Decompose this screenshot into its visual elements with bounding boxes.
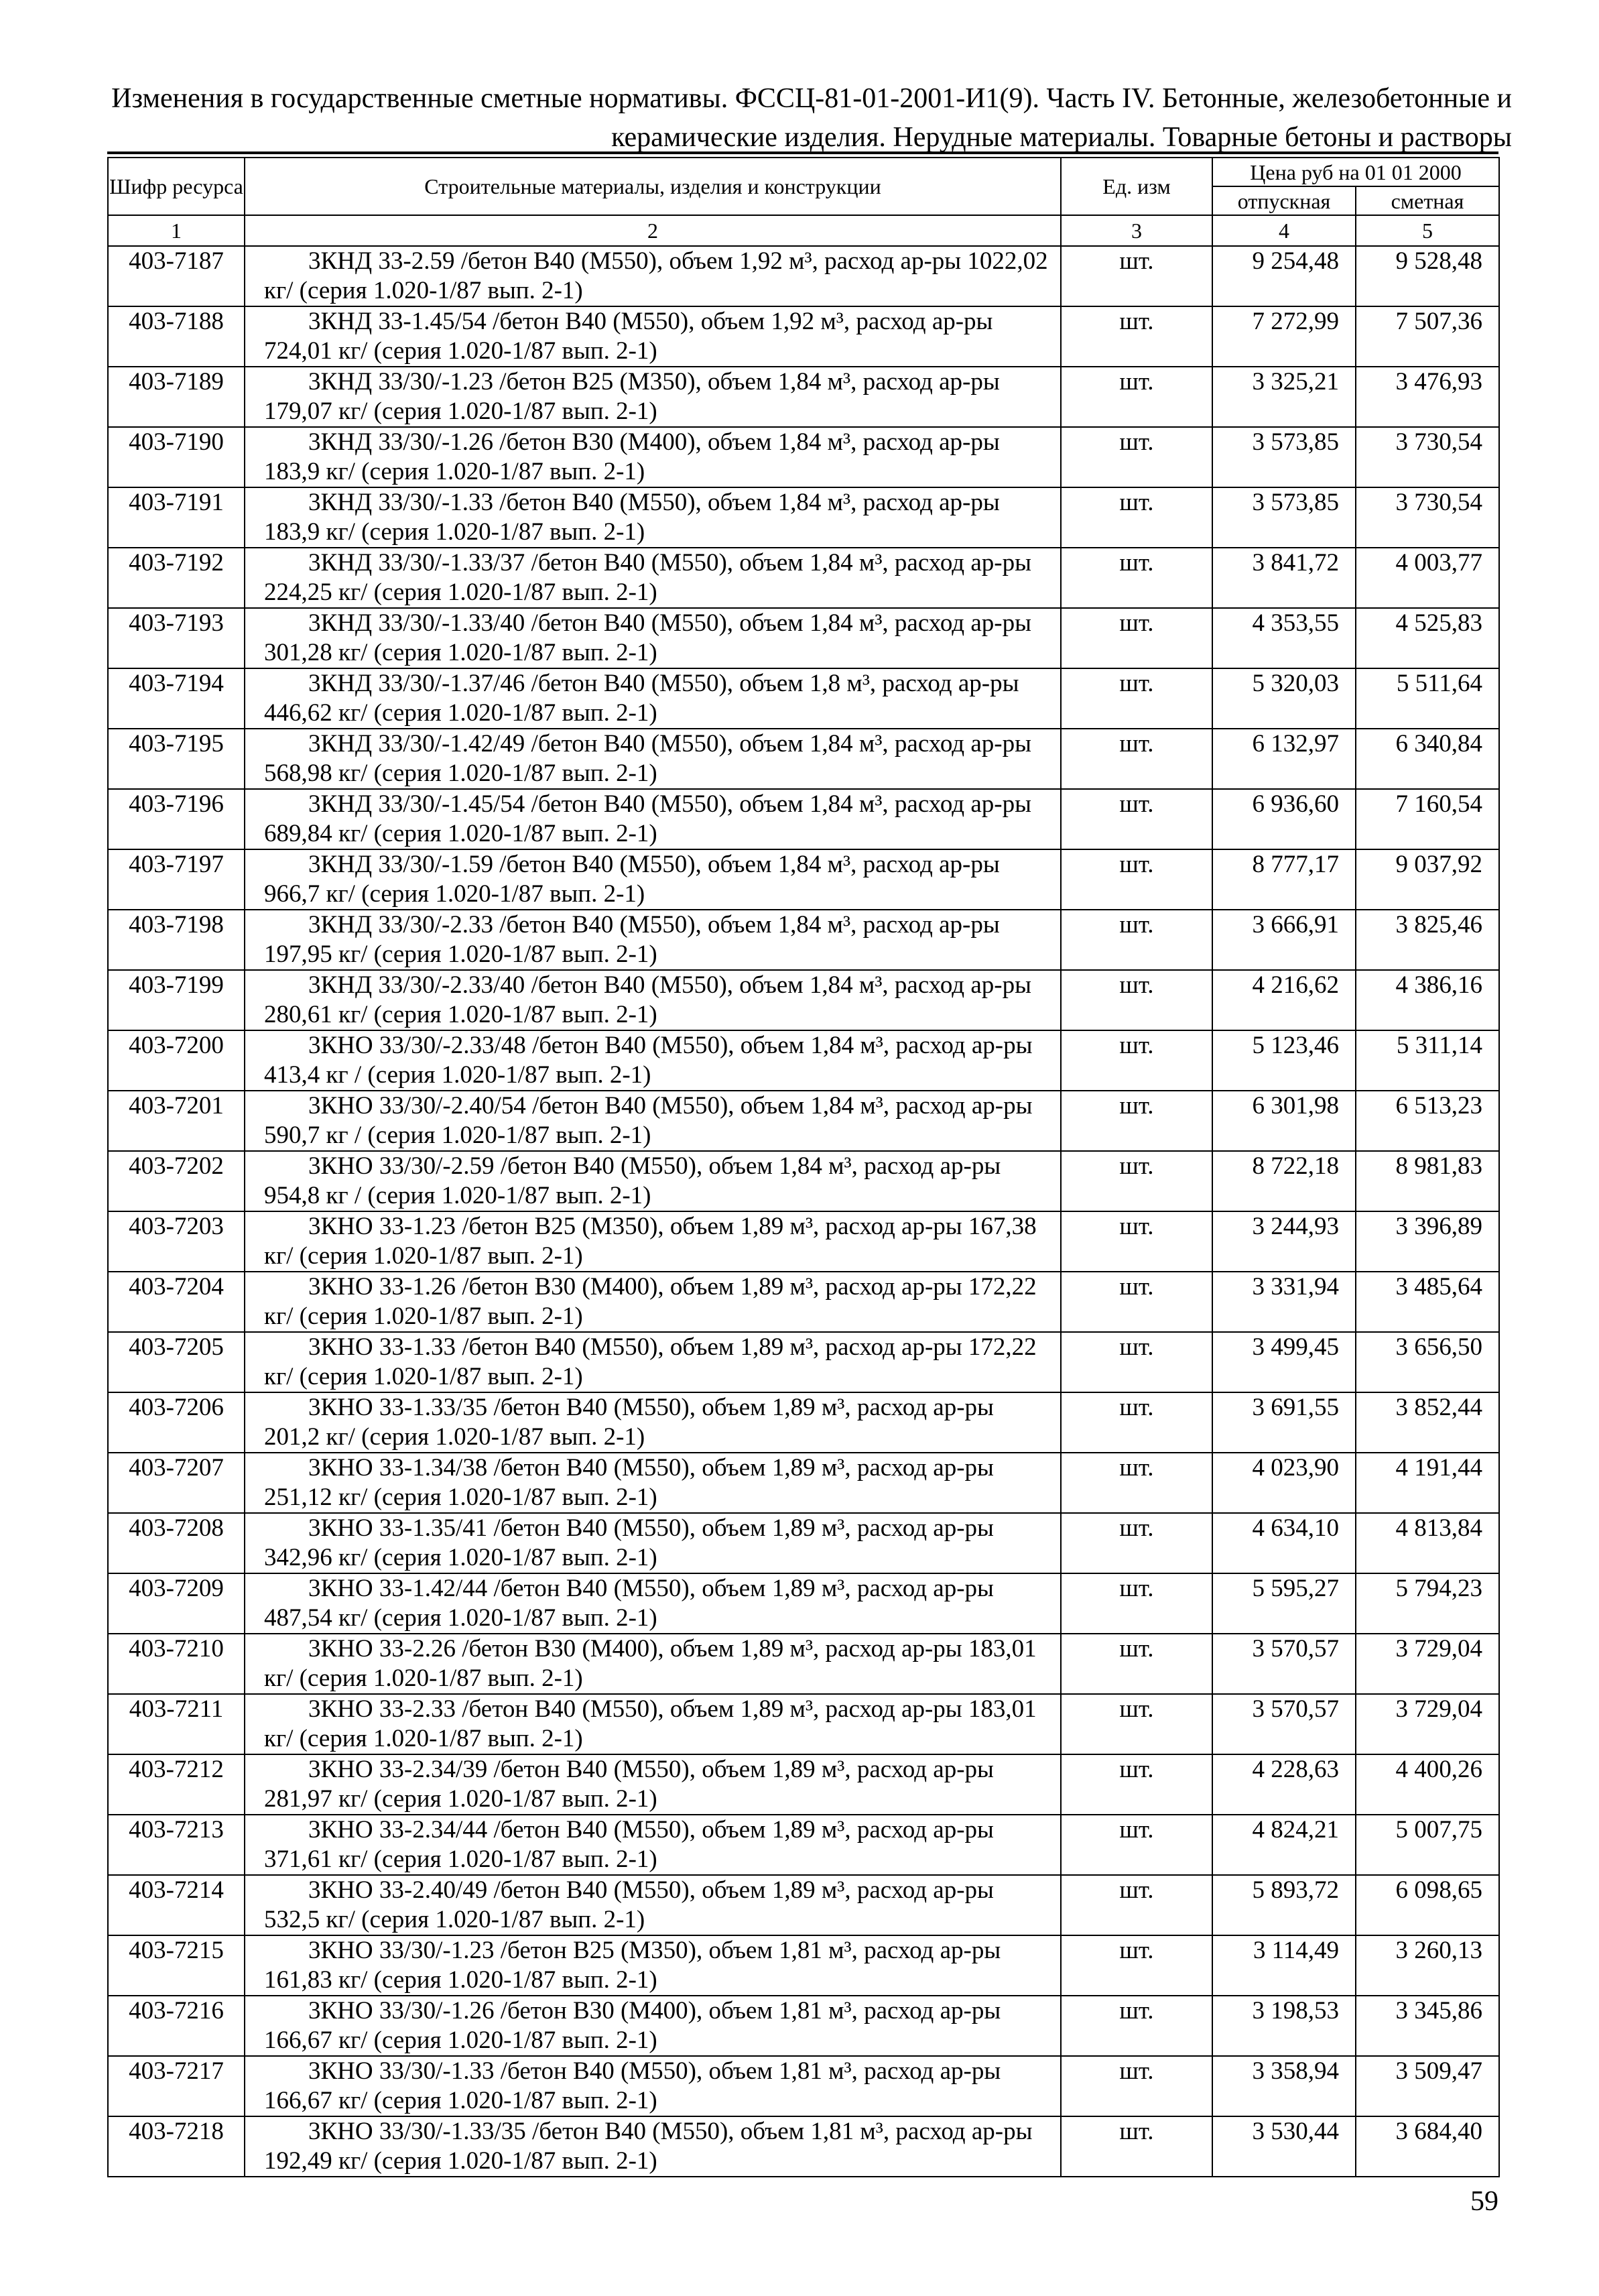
resource-code-cell: 403-7216 <box>108 1996 245 2056</box>
estimate-price-cell: 3 684,40 <box>1356 2116 1499 2177</box>
unit-cell: шт. <box>1061 910 1212 970</box>
release-price-cell: 3 570,57 <box>1212 1694 1356 1754</box>
table-row <box>108 1091 1499 1151</box>
table-header-row <box>108 158 1499 186</box>
release-price-cell: 3 244,93 <box>1212 1211 1356 1272</box>
table-row <box>108 427 1499 487</box>
material-name-text: 3КНД 33/30/-1.33/37 /бетон В40 (М550), объем 1,84 м³, расход ар-ры 224,25 кг/ (серия 1.020-1/87 вып. 2-1) <box>264 549 1031 606</box>
material-name-cell <box>245 1091 1061 1151</box>
table-row <box>108 1754 1499 1815</box>
material-name-cell <box>245 1573 1061 1634</box>
resource-code-cell: 403-7209 <box>108 1573 245 1634</box>
estimate-price-cell: 3 476,93 <box>1356 367 1499 427</box>
estimate-price-cell: 3 852,44 <box>1356 1392 1499 1453</box>
material-name-text: 3КНД 33/30/-1.42/49 /бетон В40 (М550), объем 1,84 м³, расход ар-ры 568,98 кг/ (серия 1.020-1/87 вып. 2-1) <box>264 730 1031 787</box>
table-row <box>108 1453 1499 1513</box>
resource-code-cell: 403-7217 <box>108 2056 245 2116</box>
unit-cell: шт. <box>1061 1211 1212 1272</box>
unit-cell: шт. <box>1061 1935 1212 1996</box>
release-price-cell: 5 320,03 <box>1212 668 1356 729</box>
col-header-unit: Ед. изм <box>1061 158 1212 215</box>
release-price-cell: 3 325,21 <box>1212 367 1356 427</box>
material-name-cell <box>245 1634 1061 1694</box>
release-price-cell: 5 123,46 <box>1212 1030 1356 1091</box>
material-name-text: 3КНО 33/30/-2.40/54 /бетон В40 (М550), объем 1,84 м³, расход ар-ры 590,7 кг / (серия 1.020-1/87 вып. 2-1) <box>264 1092 1033 1149</box>
resource-code-cell: 403-7190 <box>108 427 245 487</box>
unit-cell: шт. <box>1061 970 1212 1030</box>
column-number: 5 <box>1356 215 1499 246</box>
table-row <box>108 2056 1499 2116</box>
release-price-cell: 3 573,85 <box>1212 427 1356 487</box>
header-rule <box>107 152 1498 154</box>
material-name-text: 3КНД 33/30/-1.23 /бетон В25 (М350), объем 1,84 м³, расход ар-ры 179,07 кг/ (серия 1.020-1/87 вып. 2-1) <box>264 368 1000 425</box>
material-name-cell <box>245 849 1061 910</box>
header-line-2: керамические изделия. Нерудные материалы. Товарные бетоны и растворы <box>611 122 1512 153</box>
resource-code-cell: 403-7188 <box>108 306 245 367</box>
release-price-cell: 3 331,94 <box>1212 1272 1356 1332</box>
release-price-cell: 3 114,49 <box>1212 1935 1356 1996</box>
table-row <box>108 1151 1499 1211</box>
estimate-price-cell: 3 345,86 <box>1356 1996 1499 2056</box>
estimate-price-cell: 3 656,50 <box>1356 1332 1499 1392</box>
resource-code-cell: 403-7198 <box>108 910 245 970</box>
unit-cell: шт. <box>1061 246 1212 306</box>
material-name-cell <box>245 427 1061 487</box>
material-name-text: 3КНД 33/30/-1.59 /бетон В40 (М550), объем 1,84 м³, расход ар-ры 966,7 кг/ (серия 1.020-1/87 вып. 2-1) <box>264 851 1000 908</box>
material-name-cell <box>245 1935 1061 1996</box>
unit-cell: шт. <box>1061 1272 1212 1332</box>
material-name-cell <box>245 1754 1061 1815</box>
column-number: 3 <box>1061 215 1212 246</box>
price-table <box>107 157 1500 2177</box>
release-price-cell: 5 595,27 <box>1212 1573 1356 1634</box>
table-row <box>108 1513 1499 1573</box>
estimate-price-cell: 6 098,65 <box>1356 1875 1499 1935</box>
material-name-text: 3КНО 33-2.34/44 /бетон В40 (М550), объем 1,89 м³, расход ар-ры 371,61 кг/ (серия 1.020-1/87 вып. 2-1) <box>264 1816 994 1873</box>
table-row <box>108 1694 1499 1754</box>
release-price-cell: 3 358,94 <box>1212 2056 1356 2116</box>
estimate-price-cell: 7 160,54 <box>1356 789 1499 849</box>
price-table-body <box>108 158 1499 2177</box>
resource-code-cell: 403-7205 <box>108 1332 245 1392</box>
material-name-cell <box>245 1875 1061 1935</box>
table-row <box>108 608 1499 668</box>
estimate-price-cell: 3 485,64 <box>1356 1272 1499 1332</box>
material-name-cell <box>245 1996 1061 2056</box>
estimate-price-cell: 5 794,23 <box>1356 1573 1499 1634</box>
column-number-row <box>108 215 1499 246</box>
release-price-cell: 3 666,91 <box>1212 910 1356 970</box>
material-name-text: 3КНО 33/30/-2.59 /бетон В40 (М550), объем 1,84 м³, расход ар-ры 954,8 кг / (серия 1.020-1/87 вып. 2-1) <box>264 1152 1001 1209</box>
unit-cell: шт. <box>1061 1151 1212 1211</box>
material-name-cell <box>245 1151 1061 1211</box>
material-name-cell <box>245 1332 1061 1392</box>
release-price-cell: 3 691,55 <box>1212 1392 1356 1453</box>
estimate-price-cell: 3 729,04 <box>1356 1694 1499 1754</box>
estimate-price-cell: 4 525,83 <box>1356 608 1499 668</box>
material-name-text: 3КНД 33/30/-1.45/54 /бетон В40 (М550), объем 1,84 м³, расход ар-ры 689,84 кг/ (серия 1.020-1/87 вып. 2-1) <box>264 790 1031 847</box>
estimate-price-cell: 3 825,46 <box>1356 910 1499 970</box>
release-price-cell: 3 530,44 <box>1212 2116 1356 2177</box>
material-name-text: 3КНД 33/30/-2.33/40 /бетон В40 (М550), объем 1,84 м³, расход ар-ры 280,61 кг/ (серия 1.020-1/87 вып. 2-1) <box>264 971 1031 1028</box>
table-row <box>108 1211 1499 1272</box>
release-price-cell: 4 023,90 <box>1212 1453 1356 1513</box>
material-name-text: 3КНО 33-1.42/44 /бетон В40 (М550), объем 1,89 м³, расход ар-ры 487,54 кг/ (серия 1.020-1/87 вып. 2-1) <box>264 1575 994 1632</box>
estimate-price-cell: 3 730,54 <box>1356 487 1499 548</box>
resource-code-cell: 403-7193 <box>108 608 245 668</box>
table-row <box>108 668 1499 729</box>
release-price-cell: 4 216,62 <box>1212 970 1356 1030</box>
release-price-cell: 5 893,72 <box>1212 1875 1356 1935</box>
material-name-cell <box>245 1513 1061 1573</box>
resource-code-cell: 403-7211 <box>108 1694 245 1754</box>
estimate-price-cell: 3 396,89 <box>1356 1211 1499 1272</box>
table-row <box>108 1392 1499 1453</box>
estimate-price-cell: 6 513,23 <box>1356 1091 1499 1151</box>
resource-code-cell: 403-7202 <box>108 1151 245 1211</box>
unit-cell: шт. <box>1061 729 1212 789</box>
release-price-cell: 4 824,21 <box>1212 1815 1356 1875</box>
release-price-cell: 3 573,85 <box>1212 487 1356 548</box>
estimate-price-cell: 4 191,44 <box>1356 1453 1499 1513</box>
resource-code-cell: 403-7187 <box>108 246 245 306</box>
table-row <box>108 1332 1499 1392</box>
resource-code-cell: 403-7207 <box>108 1453 245 1513</box>
material-name-text: 3КНО 33-1.34/38 /бетон В40 (М550), объем 1,89 м³, расход ар-ры 251,12 кг/ (серия 1.020-1/87 вып. 2-1) <box>264 1454 994 1511</box>
estimate-price-cell: 4 003,77 <box>1356 548 1499 608</box>
resource-code-cell: 403-7203 <box>108 1211 245 1272</box>
release-price-cell: 4 353,55 <box>1212 608 1356 668</box>
material-name-text: 3КНО 33-1.33/35 /бетон В40 (М550), объем 1,89 м³, расход ар-ры 201,2 кг/ (серия 1.020-1/87 вып. 2-1) <box>264 1394 994 1451</box>
release-price-cell: 3 499,45 <box>1212 1332 1356 1392</box>
material-name-cell <box>245 729 1061 789</box>
material-name-cell <box>245 668 1061 729</box>
resource-code-cell: 403-7196 <box>108 789 245 849</box>
estimate-price-cell: 9 528,48 <box>1356 246 1499 306</box>
release-price-cell: 6 132,97 <box>1212 729 1356 789</box>
page-number: 59 <box>1470 2186 1498 2217</box>
material-name-text: 3КНД 33/30/-1.33/40 /бетон В40 (М550), объем 1,84 м³, расход ар-ры 301,28 кг/ (серия 1.020-1/87 вып. 2-1) <box>264 609 1031 666</box>
unit-cell: шт. <box>1061 1453 1212 1513</box>
unit-cell: шт. <box>1061 668 1212 729</box>
resource-code-cell: 403-7191 <box>108 487 245 548</box>
table-row <box>108 306 1499 367</box>
resource-code-cell: 403-7201 <box>108 1091 245 1151</box>
estimate-price-cell: 4 813,84 <box>1356 1513 1499 1573</box>
table-row <box>108 1935 1499 1996</box>
unit-cell: шт. <box>1061 608 1212 668</box>
release-price-cell: 3 570,57 <box>1212 1634 1356 1694</box>
material-name-text: 3КНО 33/30/-1.33/35 /бетон В40 (М550), объем 1,81 м³, расход ар-ры 192,49 кг/ (серия 1.020-1/87 вып. 2-1) <box>264 2118 1033 2175</box>
header-line-1: Изменения в государственные сметные нормативы. ФССЦ-81-01-2001-И1(9). Часть IV. Бетонные, железобетонные и <box>111 83 1512 114</box>
resource-code-cell: 403-7194 <box>108 668 245 729</box>
material-name-text: 3КНД 33/30/-1.33 /бетон В40 (М550), объем 1,84 м³, расход ар-ры 183,9 кг/ (серия 1.020-1/87 вып. 2-1) <box>264 489 1000 546</box>
unit-cell: шт. <box>1061 1875 1212 1935</box>
unit-cell: шт. <box>1061 1815 1212 1875</box>
estimate-price-cell: 9 037,92 <box>1356 849 1499 910</box>
table-row <box>108 789 1499 849</box>
material-name-cell <box>245 1272 1061 1332</box>
resource-code-cell: 403-7213 <box>108 1815 245 1875</box>
unit-cell: шт. <box>1061 1754 1212 1815</box>
unit-cell: шт. <box>1061 1091 1212 1151</box>
release-price-cell: 6 936,60 <box>1212 789 1356 849</box>
material-name-text: 3КНД 33/30/-1.26 /бетон В30 (М400), объем 1,84 м³, расход ар-ры 183,9 кг/ (серия 1.020-1/87 вып. 2-1) <box>264 428 1000 485</box>
estimate-price-cell: 8 981,83 <box>1356 1151 1499 1211</box>
material-name-cell <box>245 548 1061 608</box>
resource-code-cell: 403-7215 <box>108 1935 245 1996</box>
page-header <box>107 79 1512 157</box>
table-row <box>108 548 1499 608</box>
unit-cell: шт. <box>1061 306 1212 367</box>
estimate-price-cell: 3 730,54 <box>1356 427 1499 487</box>
release-price-cell: 3 841,72 <box>1212 548 1356 608</box>
unit-cell: шт. <box>1061 427 1212 487</box>
resource-code-cell: 403-7206 <box>108 1392 245 1453</box>
material-name-text: 3КНД 33/30/-1.37/46 /бетон В40 (М550), объем 1,8 м³, расход ар-ры 446,62 кг/ (серия 1.020-1/87 вып. 2-1) <box>264 670 1019 727</box>
material-name-cell <box>245 487 1061 548</box>
table-row <box>108 849 1499 910</box>
column-number: 4 <box>1212 215 1356 246</box>
release-price-cell: 4 634,10 <box>1212 1513 1356 1573</box>
estimate-price-cell: 6 340,84 <box>1356 729 1499 789</box>
unit-cell: шт. <box>1061 487 1212 548</box>
table-row <box>108 970 1499 1030</box>
material-name-cell <box>245 910 1061 970</box>
estimate-price-cell: 5 311,14 <box>1356 1030 1499 1091</box>
table-row <box>108 246 1499 306</box>
material-name-text: 3КНО 33-1.23 /бетон В25 (М350), объем 1,89 м³, расход ар-ры 167,38 кг/ (серия 1.020-1/87 вып. 2-1) <box>264 1213 1037 1270</box>
material-name-cell <box>245 1211 1061 1272</box>
unit-cell: шт. <box>1061 789 1212 849</box>
material-name-cell <box>245 2056 1061 2116</box>
resource-code-cell: 403-7192 <box>108 548 245 608</box>
material-name-cell <box>245 1815 1061 1875</box>
table-row <box>108 367 1499 427</box>
material-name-text: 3КНО 33/30/-1.23 /бетон В25 (М350), объем 1,81 м³, расход ар-ры 161,83 кг/ (серия 1.020-1/87 вып. 2-1) <box>264 1937 1001 1994</box>
estimate-price-cell: 3 509,47 <box>1356 2056 1499 2116</box>
material-name-cell <box>245 306 1061 367</box>
unit-cell: шт. <box>1061 1332 1212 1392</box>
unit-cell: шт. <box>1061 1634 1212 1694</box>
release-price-cell: 6 301,98 <box>1212 1091 1356 1151</box>
resource-code-cell: 403-7212 <box>108 1754 245 1815</box>
estimate-price-cell: 5 007,75 <box>1356 1815 1499 1875</box>
material-name-cell <box>245 608 1061 668</box>
material-name-text: 3КНО 33/30/-2.33/48 /бетон В40 (М550), объем 1,84 м³, расход ар-ры 413,4 кг / (серия 1.020-1/87 вып. 2-1) <box>264 1032 1033 1089</box>
material-name-cell <box>245 367 1061 427</box>
estimate-price-cell: 4 400,26 <box>1356 1754 1499 1815</box>
col-header-release-price: отпускная <box>1212 186 1356 215</box>
resource-code-cell: 403-7204 <box>108 1272 245 1332</box>
release-price-cell: 3 198,53 <box>1212 1996 1356 2056</box>
unit-cell: шт. <box>1061 1513 1212 1573</box>
material-name-text: 3КНО 33-2.26 /бетон В30 (М400), объем 1,89 м³, расход ар-ры 183,01 кг/ (серия 1.020-1/87 вып. 2-1) <box>264 1635 1037 1692</box>
resource-code-cell: 403-7195 <box>108 729 245 789</box>
resource-code-cell: 403-7210 <box>108 1634 245 1694</box>
estimate-price-cell: 3 260,13 <box>1356 1935 1499 1996</box>
material-name-cell <box>245 789 1061 849</box>
material-name-text: 3КНО 33-1.35/41 /бетон В40 (М550), объем 1,89 м³, расход ар-ры 342,96 кг/ (серия 1.020-1/87 вып. 2-1) <box>264 1514 994 1571</box>
release-price-cell: 8 777,17 <box>1212 849 1356 910</box>
material-name-text: 3КНД 33/30/-2.33 /бетон В40 (М550), объем 1,84 м³, расход ар-ры 197,95 кг/ (серия 1.020-1/87 вып. 2-1) <box>264 911 1000 968</box>
resource-code-cell: 403-7214 <box>108 1875 245 1935</box>
resource-code-cell: 403-7199 <box>108 970 245 1030</box>
release-price-cell: 9 254,48 <box>1212 246 1356 306</box>
table-row <box>108 1272 1499 1332</box>
estimate-price-cell: 5 511,64 <box>1356 668 1499 729</box>
unit-cell: шт. <box>1061 2056 1212 2116</box>
material-name-text: 3КНО 33/30/-1.33 /бетон В40 (М550), объем 1,81 м³, расход ар-ры 166,67 кг/ (серия 1.020-1/87 вып. 2-1) <box>264 2057 1001 2114</box>
table-row <box>108 1875 1499 1935</box>
unit-cell: шт. <box>1061 1996 1212 2056</box>
unit-cell: шт. <box>1061 1030 1212 1091</box>
material-name-text: 3КНО 33-2.33 /бетон В40 (М550), объем 1,89 м³, расход ар-ры 183,01 кг/ (серия 1.020-1/87 вып. 2-1) <box>264 1695 1037 1752</box>
material-name-cell <box>245 246 1061 306</box>
material-name-text: 3КНО 33/30/-1.26 /бетон В30 (М400), объем 1,81 м³, расход ар-ры 166,67 кг/ (серия 1.020-1/87 вып. 2-1) <box>264 1997 1001 2054</box>
column-number: 1 <box>108 215 245 246</box>
material-name-text: 3КНД 33-1.45/54 /бетон В40 (М550), объем 1,92 м³, расход ар-ры 724,01 кг/ (серия 1.020-1/87 вып. 2-1) <box>264 308 993 365</box>
release-price-cell: 7 272,99 <box>1212 306 1356 367</box>
release-price-cell: 8 722,18 <box>1212 1151 1356 1211</box>
material-name-text: 3КНО 33-1.33 /бетон В40 (М550), объем 1,89 м³, расход ар-ры 172,22 кг/ (серия 1.020-1/87 вып. 2-1) <box>264 1333 1037 1390</box>
table-row <box>108 1634 1499 1694</box>
material-name-cell <box>245 1392 1061 1453</box>
col-header-name: Строительные материалы, изделия и конструкции <box>245 158 1061 215</box>
unit-cell: шт. <box>1061 849 1212 910</box>
material-name-text: 3КНО 33-2.40/49 /бетон В40 (М550), объем 1,89 м³, расход ар-ры 532,5 кг/ (серия 1.020-1/87 вып. 2-1) <box>264 1876 994 1933</box>
table-row <box>108 1815 1499 1875</box>
material-name-cell <box>245 1694 1061 1754</box>
estimate-price-cell: 7 507,36 <box>1356 306 1499 367</box>
table-row <box>108 1573 1499 1634</box>
table-row <box>108 910 1499 970</box>
unit-cell: шт. <box>1061 367 1212 427</box>
resource-code-cell: 403-7200 <box>108 1030 245 1091</box>
unit-cell: шт. <box>1061 1392 1212 1453</box>
resource-code-cell: 403-7218 <box>108 2116 245 2177</box>
table-row <box>108 2116 1499 2177</box>
material-name-text: 3КНД 33-2.59 /бетон В40 (М550), объем 1,92 м³, расход ар-ры 1022,02 кг/ (серия 1.020-1/87 вып. 2-1) <box>264 247 1048 304</box>
unit-cell: шт. <box>1061 2116 1212 2177</box>
col-header-price-group: Цена руб на 01 01 2000 <box>1212 158 1499 186</box>
material-name-cell <box>245 1453 1061 1513</box>
resource-code-cell: 403-7189 <box>108 367 245 427</box>
column-number: 2 <box>245 215 1061 246</box>
col-header-estimate-price: сметная <box>1356 186 1499 215</box>
table-row <box>108 1996 1499 2056</box>
material-name-cell <box>245 2116 1061 2177</box>
unit-cell: шт. <box>1061 1694 1212 1754</box>
unit-cell: шт. <box>1061 1573 1212 1634</box>
unit-cell: шт. <box>1061 548 1212 608</box>
estimate-price-cell: 4 386,16 <box>1356 970 1499 1030</box>
material-name-text: 3КНО 33-2.34/39 /бетон В40 (М550), объем 1,89 м³, расход ар-ры 281,97 кг/ (серия 1.020-1/87 вып. 2-1) <box>264 1756 994 1813</box>
table-row <box>108 1030 1499 1091</box>
release-price-cell: 4 228,63 <box>1212 1754 1356 1815</box>
table-row <box>108 487 1499 548</box>
material-name-text: 3КНО 33-1.26 /бетон В30 (М400), объем 1,89 м³, расход ар-ры 172,22 кг/ (серия 1.020-1/87 вып. 2-1) <box>264 1273 1037 1330</box>
resource-code-cell: 403-7208 <box>108 1513 245 1573</box>
table-row <box>108 729 1499 789</box>
resource-code-cell: 403-7197 <box>108 849 245 910</box>
material-name-cell <box>245 1030 1061 1091</box>
estimate-price-cell: 3 729,04 <box>1356 1634 1499 1694</box>
col-header-code: Шифр ресурса <box>108 158 245 215</box>
material-name-cell <box>245 970 1061 1030</box>
